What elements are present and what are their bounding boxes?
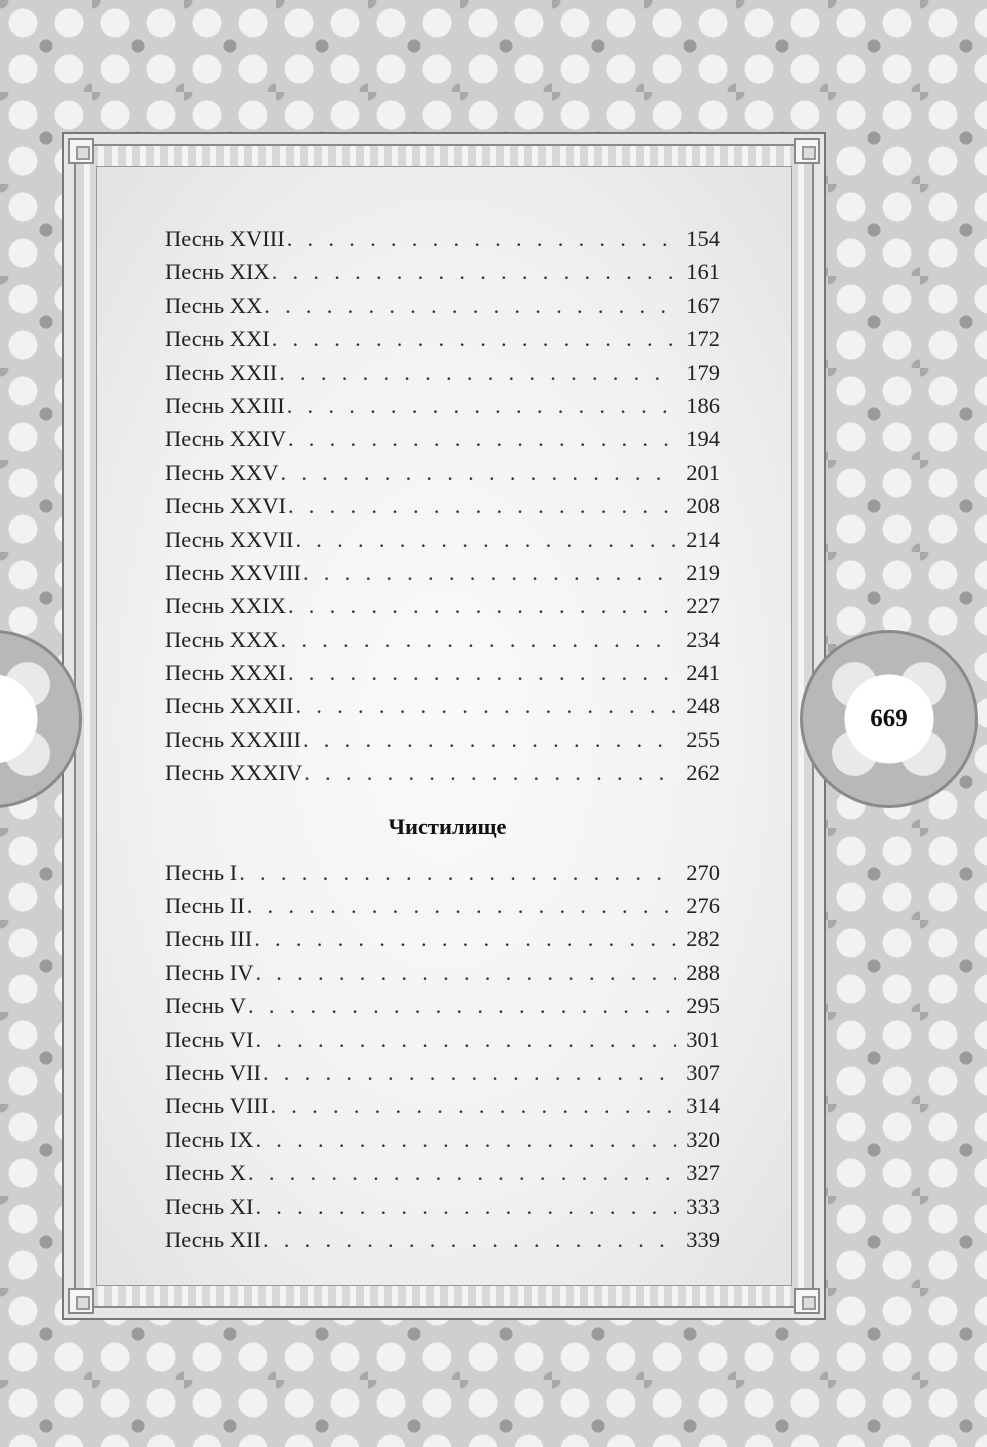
toc-entry (165, 1160, 720, 1193)
corner-ornament-icon (68, 1288, 94, 1314)
toc-entry-label: Песнь X (165, 1160, 246, 1186)
toc-entry-label: Песнь XXXII (165, 693, 294, 719)
toc-entry (165, 860, 720, 893)
toc-entry-label: Песнь IV (165, 959, 254, 985)
dot-leader (288, 493, 676, 519)
toc-entry-label: Песнь XXIV (165, 426, 286, 452)
corner-ornament-icon (794, 1288, 820, 1314)
purgatorio-canto-list (165, 860, 720, 1261)
toc-entry-page: 227 (686, 593, 720, 619)
toc-entry-label: Песнь XXII (165, 359, 278, 385)
toc-entry-label: Песнь XXIX (165, 593, 286, 619)
dot-leader (247, 893, 677, 919)
dot-leader (263, 1227, 676, 1253)
toc-entry-page: 241 (686, 660, 720, 686)
toc-entry-page: 288 (686, 959, 720, 985)
dot-leader (288, 660, 676, 686)
toc-entry-label: Песнь XXV (165, 459, 279, 485)
toc-entry-label: Песнь XX (165, 292, 263, 318)
toc-entry (165, 727, 720, 760)
toc-entry-page: 307 (686, 1059, 720, 1085)
dot-leader (254, 926, 676, 952)
toc-entry-label: Песнь XI (165, 1193, 254, 1219)
toc-entry-page: 314 (686, 1093, 720, 1119)
toc-entry-label: Песнь XXXI (165, 660, 286, 686)
dot-leader (264, 293, 676, 319)
toc-entry-label: Песнь XXXIII (165, 726, 301, 752)
toc-entry-label: Песнь XXX (165, 626, 279, 652)
toc-entry-page: 154 (686, 226, 720, 251)
toc-entry-page: 161 (686, 259, 720, 285)
dot-leader (287, 393, 677, 419)
toc-entry (165, 1060, 720, 1093)
toc-entry (165, 426, 720, 459)
toc-entry-page: 282 (686, 926, 720, 952)
toc-entry (165, 926, 720, 959)
toc-entry (165, 1227, 720, 1260)
toc-entry (165, 259, 720, 292)
toc-entry-page: 276 (686, 893, 720, 919)
toc-entry-page: 214 (686, 526, 720, 552)
dot-leader (303, 560, 676, 586)
dot-leader (304, 760, 676, 786)
toc-entry-label: Песнь V (165, 993, 246, 1019)
toc-entry-page: 248 (686, 693, 720, 719)
toc-entry-page: 255 (686, 726, 720, 752)
toc-entry (165, 1194, 720, 1227)
toc-entry (165, 960, 720, 993)
page-number: 669 (870, 705, 908, 732)
toc-entry-page: 194 (686, 426, 720, 452)
toc-entry-label: Песнь XIX (165, 259, 270, 285)
toc-entry (165, 293, 720, 326)
toc-entry (165, 226, 720, 259)
dot-leader (255, 1194, 676, 1220)
dot-leader (272, 326, 677, 352)
inferno-canto-list (165, 226, 720, 794)
toc-entry-label: Песнь VII (165, 1059, 261, 1085)
toc-entry-label: Песнь III (165, 926, 253, 952)
toc-entry-page: 179 (686, 359, 720, 385)
toc-entry (165, 693, 720, 726)
toc-entry-label: Песнь XXIII (165, 392, 285, 418)
toc-entry-page: 262 (686, 760, 720, 786)
toc-entry-label: Песнь XXXIV (165, 760, 303, 786)
dot-leader (303, 727, 676, 753)
toc-entry (165, 760, 720, 793)
toc-entry (165, 1127, 720, 1160)
dot-leader (255, 960, 676, 986)
toc-entry-page: 219 (686, 559, 720, 585)
dot-leader (287, 226, 677, 252)
toc-entry (165, 893, 720, 926)
toc-entry-label: Песнь VI (165, 1026, 254, 1052)
dot-leader (255, 1027, 676, 1053)
dot-leader (295, 527, 676, 553)
toc-entry-page: 234 (686, 626, 720, 652)
toc-entry (165, 1093, 720, 1126)
toc-entry-page: 201 (686, 459, 720, 485)
toc-entry-label: Песнь XXVIII (165, 559, 301, 585)
toc-entry-page: 333 (686, 1193, 720, 1219)
corner-ornament-icon (68, 138, 94, 164)
dot-leader (263, 1060, 676, 1086)
dot-leader (239, 860, 676, 886)
toc-entry-label: Песнь I (165, 859, 238, 885)
dot-leader (280, 627, 676, 653)
toc-entry-label: Песнь II (165, 893, 245, 919)
toc-entry-page: 320 (686, 1126, 720, 1152)
toc-entry (165, 460, 720, 493)
table-of-contents (165, 226, 720, 1260)
dot-leader (295, 693, 676, 719)
toc-entry (165, 493, 720, 526)
toc-entry-page: 208 (686, 493, 720, 519)
toc-entry (165, 660, 720, 693)
toc-entry-page: 186 (686, 392, 720, 418)
toc-entry-label: Песнь VIII (165, 1093, 269, 1119)
toc-entry (165, 1027, 720, 1060)
toc-entry (165, 326, 720, 359)
toc-entry (165, 627, 720, 660)
toc-entry (165, 560, 720, 593)
corner-ornament-icon (794, 138, 820, 164)
dot-leader (270, 1093, 676, 1119)
toc-entry-label: Песнь XVIII (165, 226, 285, 251)
toc-entry (165, 993, 720, 1026)
dot-leader (248, 1160, 676, 1186)
section-title: Чистилище (388, 813, 507, 839)
dot-leader (280, 460, 676, 486)
toc-entry (165, 393, 720, 426)
toc-entry-page: 270 (686, 859, 720, 885)
toc-entry (165, 527, 720, 560)
dot-leader (255, 1127, 676, 1153)
toc-entry-label: Песнь IX (165, 1126, 254, 1152)
toc-entry (165, 360, 720, 393)
dot-leader (288, 593, 676, 619)
toc-entry-page: 301 (686, 1026, 720, 1052)
toc-entry-page: 327 (686, 1160, 720, 1186)
dot-leader (272, 259, 677, 285)
dot-leader (288, 426, 676, 452)
toc-entry-page: 167 (686, 292, 720, 318)
toc-entry-label: Песнь XII (165, 1226, 261, 1252)
toc-entry-label: Песнь XXVI (165, 493, 286, 519)
dot-leader (248, 993, 676, 1019)
toc-entry-label: Песнь XXI (165, 326, 270, 352)
toc-entry-label: Песнь XXVII (165, 526, 294, 552)
toc-entry-page: 172 (686, 326, 720, 352)
toc-entry-page: 339 (686, 1226, 720, 1252)
dot-leader (279, 360, 676, 386)
toc-entry (165, 593, 720, 626)
toc-entry-page: 295 (686, 993, 720, 1019)
